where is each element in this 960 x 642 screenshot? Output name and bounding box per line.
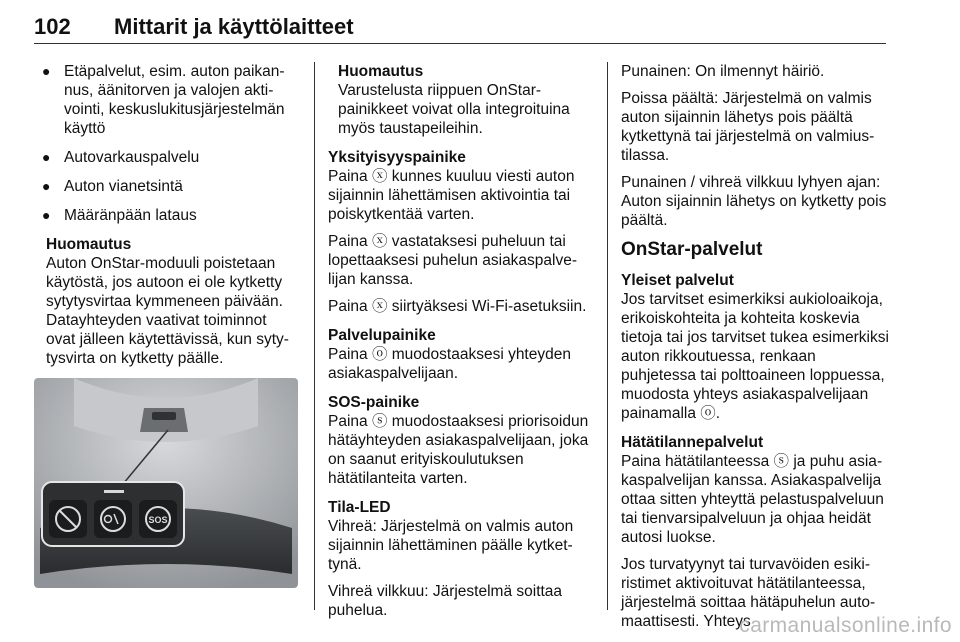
emergency-services-heading: Hätätilannepalvelut [621, 434, 764, 451]
section-heading: OnStar-palvelut [621, 239, 763, 260]
paragraph: Punainen: On ilmennyt häiriö. [621, 63, 825, 80]
column-1 [34, 62, 298, 413]
privacy-button-heading: Yksityisyyspainike [328, 149, 466, 166]
column-2 [328, 62, 598, 628]
paragraph: Paina hätätilanteessa ⓢ ja puhu asiakaspalvelijan kanssa. Asiakaspalvelija ottaa sitten yhteyttä pelastuspalveluun tai tienvarsipalveluun ja ohjaa heidät autosi luokse. [621, 453, 884, 546]
list-item: ● Etäpalvelut, esim. auton paikannus, äänitorven ja valojen aktivointi, keskuslukitusjärjestelmän käyttö [42, 63, 285, 137]
note-title: Huomautus [338, 63, 424, 80]
paragraph: Paina ⓧ siirtyäksesi Wi-Fi-asetuksiin. [328, 298, 587, 315]
note-box [34, 235, 298, 368]
page-number: 102 [34, 14, 71, 39]
list-item: ● Autovarkauspalvelu [42, 149, 200, 166]
paragraph: Paina ⓢ muodostaaksesi priorisoidun hätäyhteyden asiakaspalvelijaan, joka on saanut erityiskoulutuksen hätätilanteita varten. [328, 413, 589, 487]
paragraph: Paina ⓧ vastataksesi puheluun tai lopettaaksesi puhelun asiakaspalvelijan kanssa. [328, 233, 578, 288]
list-item: ● Auton vianetsintä [42, 178, 183, 195]
column-3 [621, 62, 893, 639]
column-divider [314, 62, 315, 610]
paragraph: Jos tarvitset esimerkiksi aukioloaikoja, erikoiskohteita ja kohteita koskevia tietoja tai jos tarvitset tukea esimerkiksi auton rikkoutuessa, renkaan puhjetessa tai polttoaineen loppuessa, muodosta yhteys asiakaspalvelijaan painamalla ⓞ. [621, 291, 889, 422]
note-title: Huomautus [46, 236, 132, 253]
list-item: ● Määränpään lataus [42, 207, 197, 224]
status-led-heading: Tila-LED [328, 499, 391, 516]
onstar-buttons-figure [34, 378, 298, 588]
sos-button-label: SOS [148, 515, 168, 525]
page-header [34, 6, 886, 44]
general-services-heading: Yleiset palvelut [621, 272, 734, 289]
paragraph: Vihreä: Järjestelmä on valmis auton sijainnin lähettäminen päälle kytkettynä. [328, 518, 574, 573]
paragraph: Paina ⓧ kunnes kuuluu viesti auton sijainnin lähettämisen aktivointia tai poiskytkentää varten. [328, 168, 575, 223]
paragraph: Punainen / vihreä vilkkuu lyhyen ajan: Auton sijainnin lähetys on kytketty pois päältä. [621, 174, 887, 229]
watermark: carmanualsonline.info [739, 614, 952, 637]
paragraph: Paina ⓞ muodostaaksesi yhteyden asiakaspalvelijaan. [328, 346, 571, 382]
column-divider [607, 62, 608, 610]
service-button-heading: Palvelupainike [328, 327, 436, 344]
paragraph: Jos turvatyynyt tai turvavöiden esikiristimet aktivoituvat hätätilanteessa, järjestelmä soittaa hätäpuhelun automaattisesti. Yhteys [621, 556, 876, 630]
note-text: Auton OnStar-moduuli poistetaan käytöstä, jos autoon ei ole kytketty sytytysvirtaa kymmeneen päivään. Datayhteyden vaativat toiminnot ovat jälleen käytettävissä, kun sytytysvirta on kytketty päälle. [46, 255, 289, 367]
note-text: Varustelusta riippuen OnStar-painikkeet voivat olla integroituina myös taustapeileihin. [338, 82, 570, 137]
sos-button-heading: SOS-painike [328, 394, 420, 411]
note-box [328, 62, 598, 138]
paragraph: Poissa päältä: Järjestelmä on valmis auton sijainnin lähetys pois päältä kytkettynä tai järjestelmä on valmiustilassa. [621, 90, 875, 164]
page-title: Mittarit ja käyttölaitteet [114, 14, 354, 39]
paragraph: Vihreä vilkkuu: Järjestelmä soittaa puhelua. [328, 583, 563, 619]
